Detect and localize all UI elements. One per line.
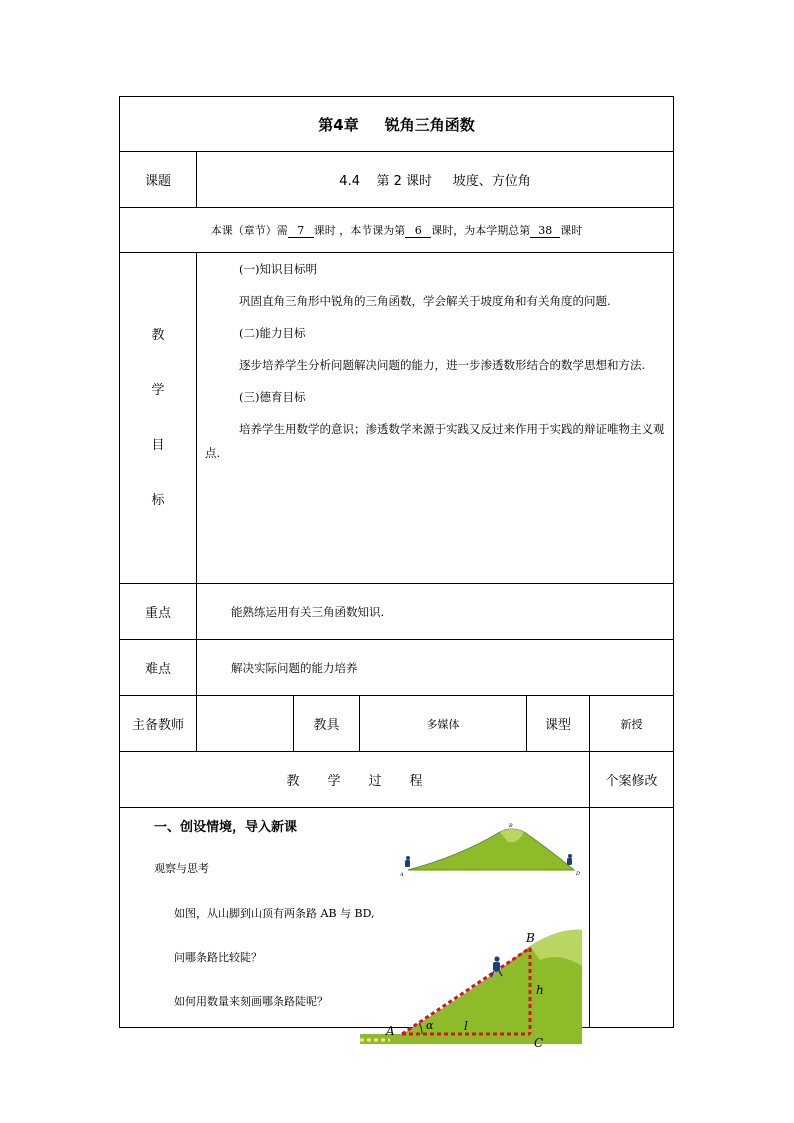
difficulty-text: 解决实际问题的能力培养 <box>197 640 674 696</box>
process-header <box>120 752 590 808</box>
hiker-right-icon <box>567 854 572 865</box>
slope-label-alpha: α <box>426 1019 434 1032</box>
objective-text-moral: 培养学生用数学的意识；渗透数学来源于实践又反过来作用于实践的辩证唯物主义观点. <box>205 422 665 460</box>
objective-text-ability: 逐步培养学生分析问题解决问题的能力，进一步渗透数形结合的数学思想和方法. <box>239 358 646 372</box>
process-char-4: 程 <box>409 774 423 789</box>
objectives-label <box>120 253 197 584</box>
process-char-3: 过 <box>368 774 382 789</box>
topic-label: 课题 <box>120 152 197 208</box>
objective-text-knowledge: 巩固直角三角形中锐角的三角函数，学会解关于坡度角和有关角度的问题. <box>239 294 611 308</box>
slope-label-l: l <box>464 1019 468 1033</box>
key-point-label: 重点 <box>120 584 197 640</box>
lesson-plan-table <box>119 96 674 1050</box>
process-char-1: 教 <box>286 774 300 789</box>
slope-label-h: h <box>536 983 544 997</box>
difficulty-label: 难点 <box>120 640 197 696</box>
hours-prefix: 本课（章节）需 <box>210 224 288 237</box>
hours-mid1: 课时 ，本节课为第 <box>313 224 406 237</box>
lesson-type-value: 新授 <box>590 696 674 752</box>
slope-label-c: C <box>534 1036 544 1050</box>
topic-title: 坡度、方位角 <box>452 174 531 189</box>
hours-row <box>120 208 674 253</box>
intro-line-1: 如图，从山脚到山顶有两条路 AB 与 BD, <box>174 907 375 920</box>
objectives-char-3: 目 <box>151 438 165 453</box>
objective-heading-moral: (三)德育目标 <box>239 390 306 404</box>
slope-figure <box>360 926 584 1048</box>
objective-heading-ability: (二)能力目标 <box>239 326 306 340</box>
process-char-2: 学 <box>327 774 341 789</box>
intro-section <box>120 808 589 1050</box>
slope-label-b: B <box>526 931 535 945</box>
modify-label: 个案修改 <box>590 752 674 808</box>
hill-label-b: B <box>509 823 513 829</box>
topic-lesson: 第 2 课时 <box>376 174 433 189</box>
hill-label-a: A <box>400 872 404 878</box>
teacher-value <box>197 696 294 752</box>
intro-cell <box>120 808 590 1050</box>
hours-suffix: 课时 <box>560 224 583 237</box>
hours-semester: 38 <box>530 224 560 238</box>
intro-heading: 一、创设情境，导入新课 <box>154 820 298 835</box>
chapter-title: 锐角三角函数 <box>384 115 475 134</box>
hill-label-d: D <box>576 871 581 877</box>
hill-shape <box>408 829 574 870</box>
lesson-type-label: 课型 <box>527 696 590 752</box>
intro-observe: 观察与思考 <box>154 862 209 875</box>
objective-heading-knowledge: (一)知识目标明 <box>239 262 317 276</box>
hill-figure <box>400 822 580 878</box>
teacher-label: 主备教师 <box>120 696 197 752</box>
slope-label-a: A <box>386 1024 395 1038</box>
hours-mid2: 课时，为本学期总第 <box>431 224 531 237</box>
hours-current: 6 <box>405 224 431 238</box>
objectives-char-2: 学 <box>151 383 165 398</box>
objectives-char-4: 标 <box>151 493 165 508</box>
objectives-char-1: 教 <box>151 328 165 343</box>
chapter-number: 第4章 <box>318 115 359 134</box>
objectives-content <box>197 253 674 584</box>
key-point-text: 能熟练运用有关三角函数知识. <box>197 584 674 640</box>
tools-value: 多媒体 <box>360 696 527 752</box>
hours-total: 7 <box>288 224 314 238</box>
chapter-header <box>120 97 674 152</box>
intro-line-3: 如何用数量来刻画哪条路陡呢？ <box>174 995 328 1008</box>
intro-line-2: 问哪条路比较陡？ <box>174 951 262 964</box>
hiker-left-icon <box>405 856 410 867</box>
tools-label: 教具 <box>294 696 360 752</box>
modify-cell <box>590 808 674 1028</box>
topic-section: 4.4 <box>339 174 360 189</box>
topic-value <box>197 152 674 208</box>
